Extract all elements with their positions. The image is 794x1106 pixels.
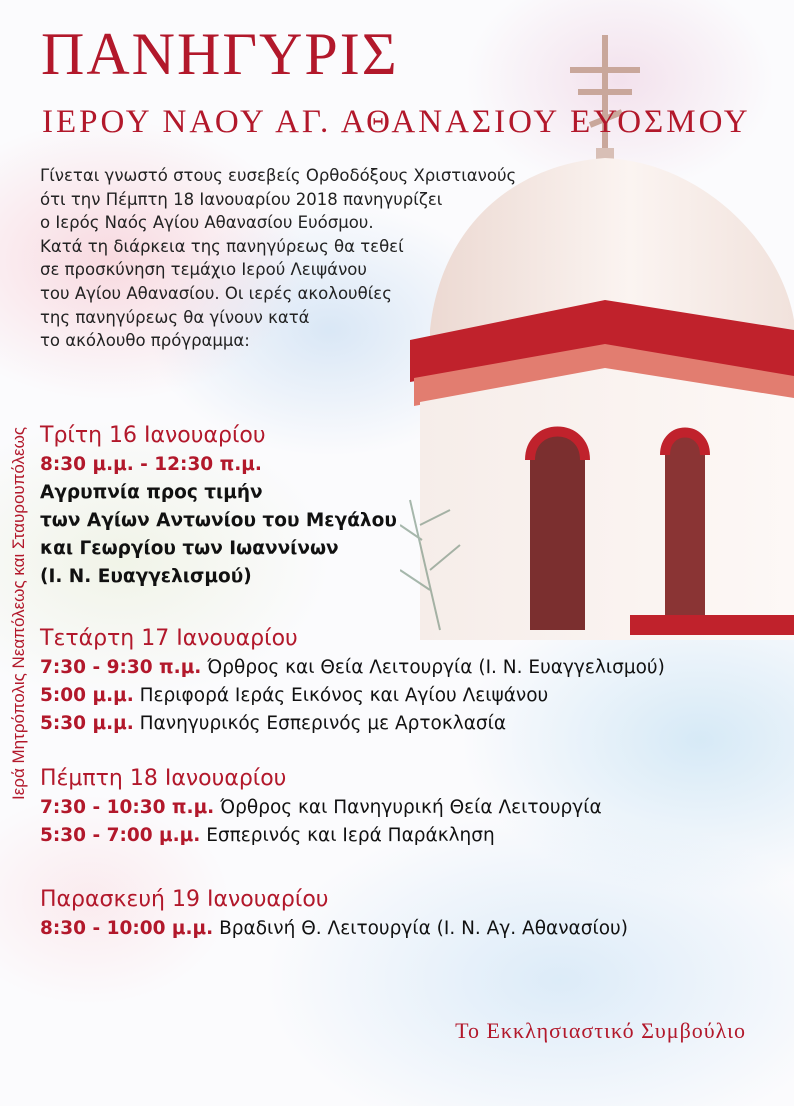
day-heading: Τετάρτη 17 Ιανουαρίου (40, 626, 298, 651)
service-description: Περιφορά Ιεράς Εικόνος και Αγίου Λειψάνου (139, 685, 549, 706)
service-description: Πανηγυρικός Εσπερινός με Αρτοκλασία (139, 713, 507, 734)
service-time: 5:00 μ.μ. (40, 685, 134, 706)
service-time: 7:30 - 9:30 π.μ. (40, 657, 202, 678)
service-time: 8:30 μ.μ. - 12:30 π.μ. (40, 454, 262, 475)
schedule-item (40, 710, 665, 738)
service-description: Βραδινή Θ. Λειτουργία (Ι. Ν. Αγ. Αθανασίου) (219, 918, 628, 939)
service-time: 5:30 μ.μ. (40, 713, 134, 734)
day-heading: Τρίτη 16 Ιανουαρίου (40, 423, 266, 448)
schedule-day-wednesday (40, 624, 665, 738)
service-description: Αγρυπνία προς τιμήν (40, 482, 263, 503)
service-time: 8:30 - 10:00 μ.μ. (40, 918, 214, 939)
service-description: των Αγίων Αντωνίου του Μεγάλου (40, 510, 397, 531)
schedule-item (40, 682, 665, 710)
intro-line: της πανηγύρεως θα γίνουν κατά (40, 307, 310, 327)
intro-paragraph (40, 164, 560, 353)
service-description: και Γεωργίου των Ιωαννίνων (40, 538, 339, 559)
intro-line: Κατά τη διάρκεια της πανηγύρεως θα τεθεί (40, 236, 404, 256)
service-time: 7:30 - 10:30 π.μ. (40, 797, 215, 818)
schedule-item (40, 822, 602, 850)
intro-line: Γίνεται γνωστό στους ευσεβείς Ορθοδόξους Χριστιανούς (40, 166, 517, 185)
intro-line: ο Ιερός Ναός Αγίου Αθανασίου Ευόσμου. (40, 213, 374, 233)
service-description: Εσπερινός και Ιερά Παράκληση (206, 825, 495, 846)
schedule-time-row (40, 451, 397, 479)
service-time: 5:30 - 7:00 μ.μ. (40, 825, 201, 846)
day-heading: Παρασκευή 19 Ιανουαρίου (40, 887, 329, 912)
poster-title: ΠΑΝΗΓΥΡΙΣ (41, 21, 399, 87)
intro-line: του Αγίου Αθανασίου. Οι ιερές ακολουθίες (40, 283, 392, 303)
schedule-item (40, 915, 628, 943)
service-description: Όρθρος και Πανηγυρική Θεία Λειτουργία (220, 797, 602, 818)
service-description: Όρθρος και Θεία Λειτουργία (Ι. Ν. Ευαγγελισμού) (207, 657, 665, 678)
day-heading: Πέμπτη 18 Ιανουαρίου (40, 766, 287, 791)
schedule-item (40, 794, 602, 822)
metropolis-side-text: Ιερά Μητρόπολις Νεαπόλεως και Σταυρουπόλεως (9, 426, 28, 800)
intro-line: ότι την Πέμπτη 18 Ιανουαρίου 2018 πανηγυρίζει (40, 189, 443, 209)
schedule-day-friday (40, 885, 628, 943)
service-description: (Ι. Ν. Ευαγγελισμού) (40, 566, 252, 587)
poster-subtitle: ΙΕΡΟΥ ΝΑΟΥ ΑΓ. ΑΘΑΝΑΣΙΟΥ ΕΥΟΣΜΟΥ (42, 104, 751, 140)
schedule-day-tuesday (40, 421, 397, 591)
schedule-item (40, 654, 665, 682)
schedule-day-thursday (40, 764, 602, 850)
intro-line: σε προσκύνηση τεμάχιο Ιερού Λειψάνου (40, 260, 367, 280)
parish-council-signature: Το Εκκλησιαστικό Συμβούλιο (455, 1018, 746, 1043)
intro-line: το ακόλουθο πρόγραμμα: (40, 331, 250, 351)
